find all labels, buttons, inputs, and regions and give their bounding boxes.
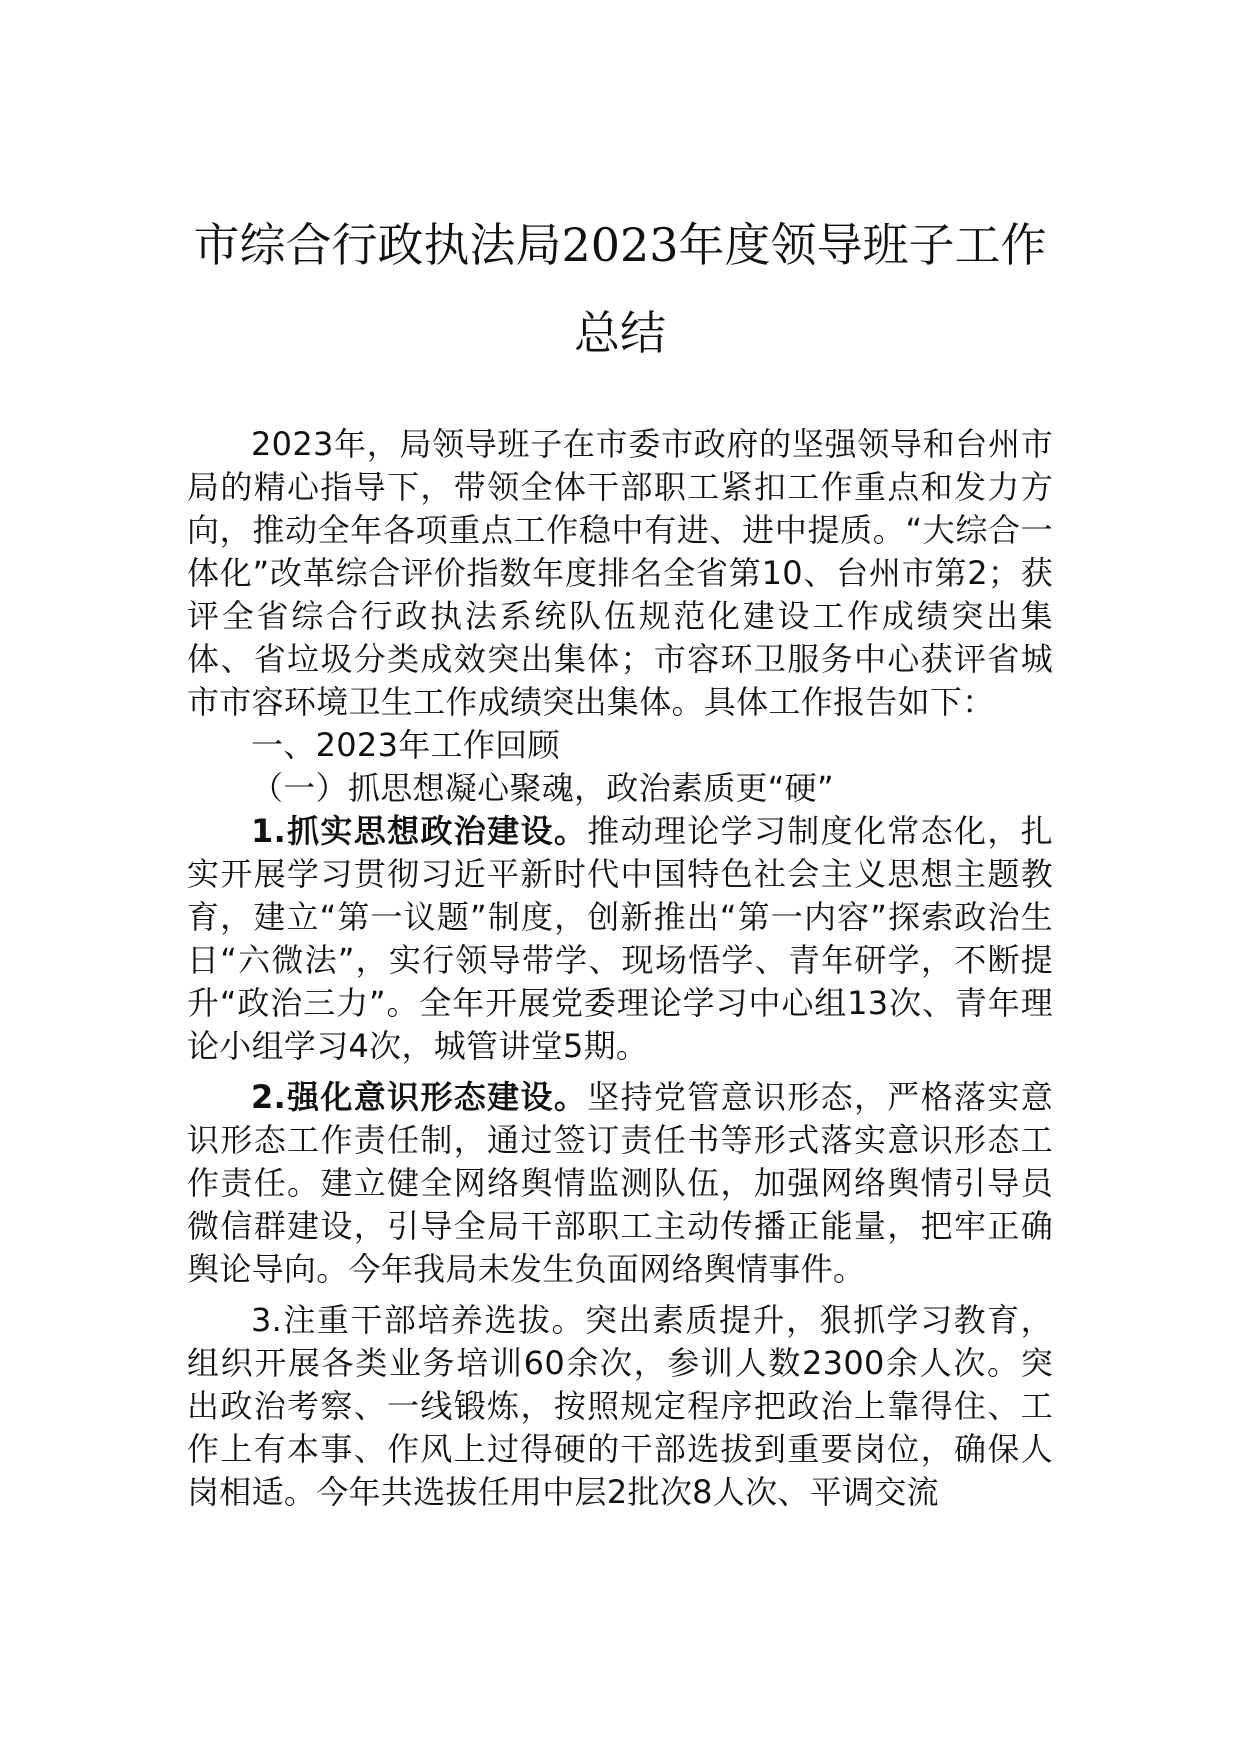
item-1-paragraph: [187, 810, 1053, 1068]
item-2-body: 坚持党管意识形态，严格落实意识形态工作责任制，通过签订责任书等形式落实意识形态工作责任。建立健全网络舆情监测队伍，加强网络舆情引导员微信群建设，引导全局干部职工主动传播正能量，把牢正确舆论导向。今年我局未发生负面网络舆情事件。: [187, 1078, 1053, 1288]
item-2-title: 2.强化意识形态建设。: [251, 1078, 588, 1116]
document-title-line1: 市综合行政执法局2023年度领导班子工作: [193, 218, 1047, 272]
intro-text: 2023年，局领导班子在市委市政府的坚强领导和台州市局的精心指导下，带领全体干部职工紧扣工作重点和发力方向，推动全年各项重点工作稳中有进、进中提质。: [187, 425, 1053, 549]
document-title-line2: 总结: [574, 306, 666, 360]
item-3-paragraph: 3.注重干部培养选拔。突出素质提升，狠抓学习教育，组织开展各类业务培训60余次，参训人数2300余人次。突出政治考察、一线锻炼，按照规定程序把政治上靠得住、工作上有本事、作风上过得硬的干部选拔到重要岗位，确保人岗相适。今年共选拔任用中层2批次8人次、平调交流: [187, 1301, 1053, 1511]
document-body: [187, 423, 1053, 1514]
item-1-body: 推动理论学习制度化常态化，扎实开展学习贯彻习近平新时代中国特色社会主义思想主题教育，建立“第一议题”制度，创新推出“第一内容”探索政治生日“六微法”，实行领导带学、现场悟学、青年研学，不断提升“政治三力”。全年开展党委理论学习中心组13次、青年理论小组学习4次，城管讲堂5期。: [187, 812, 1053, 1065]
section-heading: 一、2023年工作回顾: [251, 726, 560, 764]
item-1-title: 1.抓实思想政治建设。: [251, 812, 588, 850]
item-2-paragraph: [187, 1076, 1053, 1291]
intro-text-continued: “大综合一体化”改革综合评价指数年度排名全省第10、台州市第2；获评全省综合行政执法系统队伍规范化建设工作成绩突出集体、省垃圾分类成效突出集体；市容环卫服务中心获评省城市市容环境卫生工作成绩突出集体。具体工作报告如下：: [187, 511, 1053, 721]
subsection-heading: （一）抓思想凝心聚魂，政治素质更“硬”: [251, 769, 834, 807]
intro-paragraph: [187, 423, 1053, 724]
